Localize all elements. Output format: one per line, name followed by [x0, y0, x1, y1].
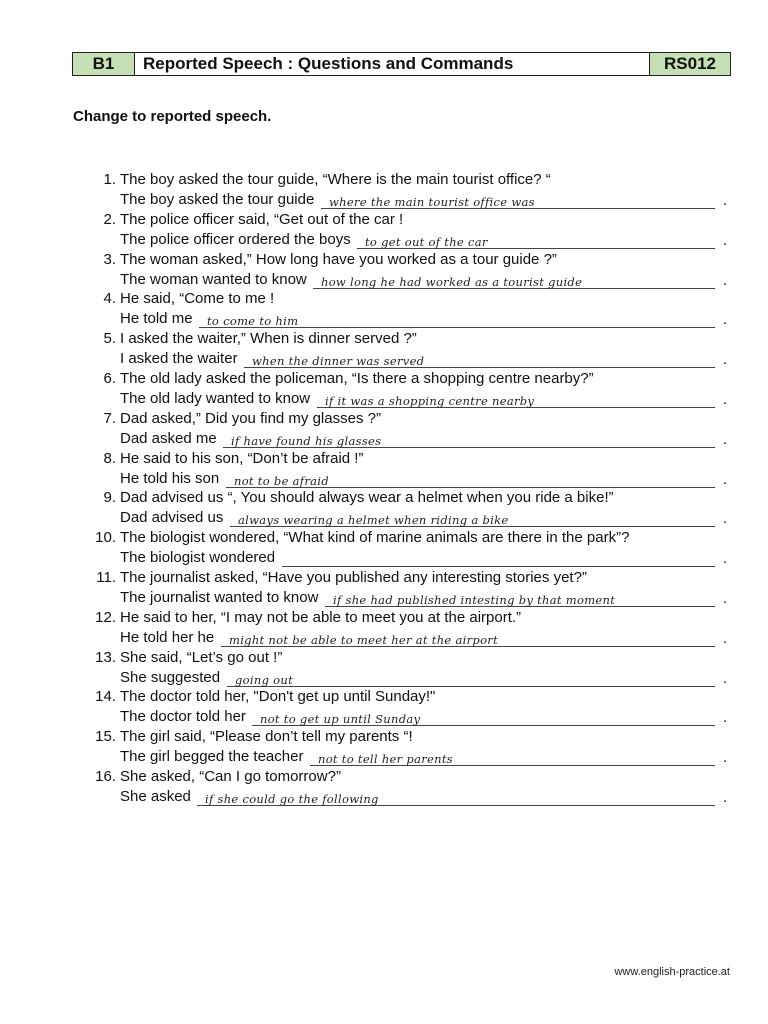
line-period: .: [723, 629, 728, 647]
handwritten-answer: not to tell her parents: [318, 752, 453, 767]
level-badge: B1: [73, 53, 135, 75]
item-prompt: The old lady asked the policeman, “Is there a shopping centre nearby?”: [120, 369, 594, 387]
item-number: 6.: [103, 369, 116, 387]
item-number: 12.: [95, 608, 116, 626]
answer-blank[interactable]: [282, 548, 715, 567]
answer-row: [120, 548, 740, 568]
exercise-item: [0, 170, 768, 210]
answer-stem: He told his son: [120, 469, 220, 487]
handwritten-answer: always wearing a helmet when riding a bike: [238, 513, 509, 528]
item-prompt: She asked, “Can I go tomorrow?”: [120, 767, 341, 785]
item-prompt: He said to her, “I may not be able to meet you at the airport.”: [120, 608, 522, 626]
exercise-item: [0, 250, 768, 290]
item-prompt: The biologist wondered, “What kind of marine animals are there in the park”?: [120, 529, 630, 547]
answer-row: [120, 588, 740, 608]
item-number: 8.: [103, 449, 116, 467]
answer-blank[interactable]: [227, 668, 715, 687]
exercise-item: [0, 727, 768, 767]
instructions: Change to reported speech.: [73, 108, 272, 125]
item-prompt: The woman asked,” How long have you worked as a tour guide ?”: [120, 250, 557, 268]
answer-stem: Dad asked me: [120, 429, 217, 447]
answer-blank[interactable]: [310, 747, 715, 766]
exercise-item: [0, 687, 768, 727]
item-number: 4.: [103, 290, 116, 308]
answer-row: [120, 469, 740, 489]
answer-blank[interactable]: [197, 787, 715, 806]
answer-blank[interactable]: [226, 469, 715, 488]
answer-stem: He told her he: [120, 628, 215, 646]
exercise-item: [0, 409, 768, 449]
line-period: .: [723, 788, 728, 806]
item-number: 11.: [96, 568, 116, 586]
item-prompt: She said, “Let’s go out !”: [120, 648, 283, 666]
answer-stem: She suggested: [120, 668, 221, 686]
exercise-item: [0, 528, 768, 568]
line-period: .: [723, 510, 728, 528]
exercise-item: [0, 608, 768, 648]
item-prompt: The doctor told her, "Don't get up until Sunday!": [120, 688, 436, 706]
handwritten-answer: might not be able to meet her at the airport: [229, 632, 499, 647]
answer-row: [120, 190, 740, 210]
item-number: 2.: [103, 210, 116, 228]
item-prompt: Dad advised us “, You should always wear a helmet when you ride a bike!”: [120, 489, 614, 507]
item-prompt: I asked the waiter,” When is dinner served ?”: [120, 330, 417, 348]
item-number: 14.: [95, 688, 116, 706]
handwritten-answer: how long he had worked as a tourist guide: [321, 274, 583, 289]
worksheet-header: [72, 52, 731, 76]
line-period: .: [723, 271, 728, 289]
handwritten-answer: where the main tourist office was: [329, 195, 535, 209]
handwritten-answer: if she had published intesting by that moment: [333, 592, 616, 607]
answer-blank[interactable]: [199, 309, 715, 328]
answer-blank[interactable]: [317, 389, 715, 408]
answer-stem: The old lady wanted to know: [120, 389, 311, 407]
line-period: .: [723, 192, 728, 209]
exercise-item: [0, 767, 768, 807]
item-prompt: The girl said, “Please don’t tell my parents “!: [120, 728, 413, 746]
answer-stem: The boy asked the tour guide: [120, 191, 315, 208]
answer-row: [120, 787, 740, 807]
line-period: .: [723, 430, 728, 448]
worksheet-title: Reported Speech : Questions and Commands: [135, 53, 650, 75]
answer-row: [120, 668, 740, 688]
answer-row: [120, 707, 740, 727]
item-prompt: He said, “Come to me !: [120, 290, 275, 308]
handwritten-answer: if it was a shopping centre nearby: [325, 393, 535, 408]
exercise-list: [0, 170, 768, 807]
answer-stem: Dad advised us: [120, 509, 224, 527]
exercise-item: [0, 488, 768, 528]
answer-stem: The journalist wanted to know: [120, 588, 319, 606]
answer-stem: The police officer ordered the boys: [120, 230, 351, 248]
item-number: 7.: [103, 409, 116, 427]
item-prompt: Dad asked,” Did you find my glasses ?”: [120, 409, 381, 427]
answer-stem: I asked the waiter: [120, 350, 238, 368]
item-prompt: The police officer said, “Get out of the car !: [120, 210, 404, 228]
exercise-item: [0, 329, 768, 369]
answer-row: [120, 628, 740, 648]
line-period: .: [723, 231, 728, 249]
handwritten-answer: if she could go the following: [205, 791, 379, 806]
handwritten-answer: to get out of the car: [365, 234, 488, 249]
answer-blank[interactable]: [223, 429, 715, 448]
worksheet-code: RS012: [650, 53, 730, 75]
answer-blank[interactable]: [221, 628, 715, 647]
answer-blank[interactable]: [252, 707, 715, 726]
answer-stem: The biologist wondered: [120, 549, 276, 567]
answer-row: [120, 270, 740, 290]
answer-blank[interactable]: [321, 190, 715, 209]
item-number: 5.: [103, 330, 116, 348]
item-number: 9.: [103, 489, 116, 507]
answer-row: [120, 230, 740, 250]
exercise-item: [0, 568, 768, 608]
answer-blank[interactable]: [313, 270, 715, 289]
handwritten-answer: going out: [235, 672, 294, 687]
handwritten-answer: if have found his glasses: [231, 433, 382, 448]
line-period: .: [723, 749, 728, 767]
handwritten-answer: to come to him: [207, 314, 299, 329]
line-period: .: [723, 311, 728, 329]
item-number: 13.: [95, 648, 116, 666]
answer-row: [120, 349, 740, 369]
answer-row: [120, 747, 740, 767]
exercise-item: [0, 210, 768, 250]
footer-url: www.english-practice.at: [614, 966, 730, 978]
line-period: .: [723, 351, 728, 369]
handwritten-answer: not to get up until Sunday: [260, 712, 421, 727]
answer-stem: The woman wanted to know: [120, 270, 307, 288]
item-number: 15.: [95, 728, 116, 746]
line-period: .: [723, 390, 728, 408]
answer-row: [120, 508, 740, 528]
item-prompt: The journalist asked, “Have you published any interesting stories yet?”: [120, 568, 587, 586]
line-period: .: [723, 589, 728, 607]
answer-stem: He told me: [120, 310, 193, 328]
line-period: .: [723, 709, 728, 727]
answer-blank[interactable]: [244, 349, 715, 368]
handwritten-answer: not to be afraid: [234, 473, 329, 488]
answer-stem: The girl begged the teacher: [120, 748, 304, 766]
item-prompt: The boy asked the tour guide, “Where is the main tourist office? “: [120, 171, 551, 188]
exercise-item: [0, 449, 768, 489]
answer-row: [120, 309, 740, 329]
line-period: .: [723, 470, 728, 488]
item-number: 10.: [95, 529, 116, 547]
item-number: 3.: [103, 250, 116, 268]
exercise-item: [0, 289, 768, 329]
item-number: 1.: [103, 171, 116, 188]
answer-stem: She asked: [120, 787, 191, 805]
answer-row: [120, 429, 740, 449]
answer-blank[interactable]: [357, 230, 715, 249]
line-period: .: [723, 669, 728, 687]
handwritten-answer: when the dinner was served: [252, 354, 425, 369]
answer-row: [120, 389, 740, 409]
line-period: .: [723, 550, 728, 568]
item-number: 16.: [95, 767, 116, 785]
exercise-item: [0, 369, 768, 409]
exercise-item: [0, 648, 768, 688]
answer-blank[interactable]: [325, 588, 715, 607]
answer-stem: The doctor told her: [120, 708, 246, 726]
answer-blank[interactable]: [230, 508, 715, 527]
item-prompt: He said to his son, “Don’t be afraid !”: [120, 449, 364, 467]
